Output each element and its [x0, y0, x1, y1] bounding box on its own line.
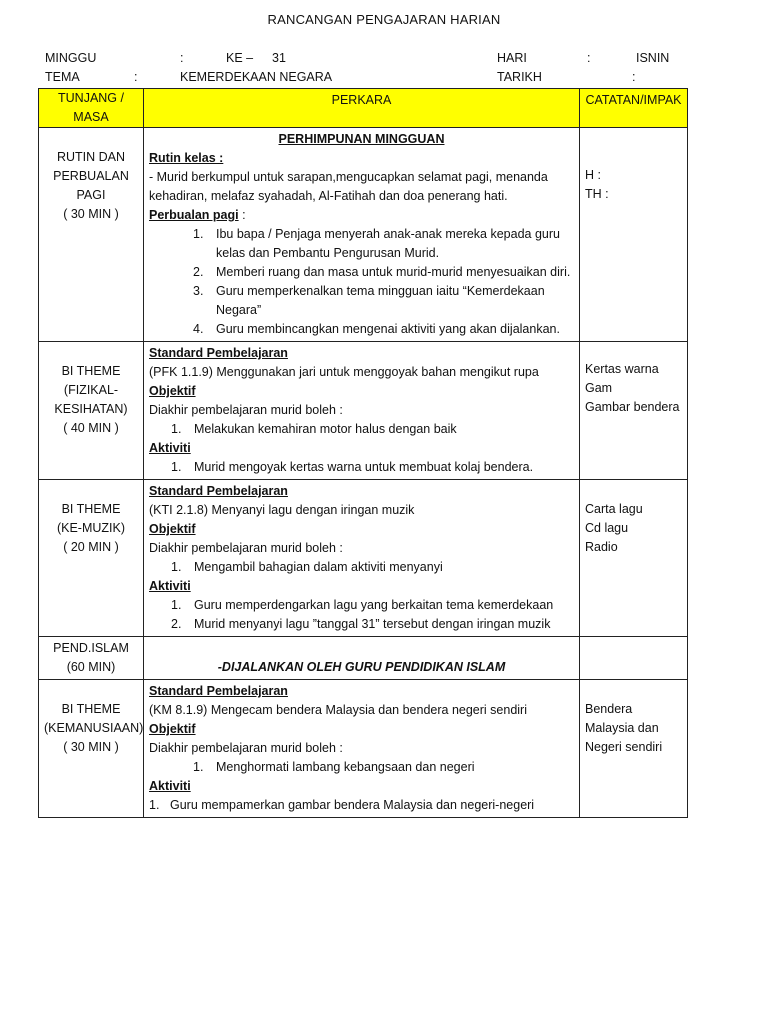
pend-islam-note: -DIJALANKAN OLEH GURU PENDIDIKAN ISLAM [217, 660, 506, 674]
objektif-list [149, 420, 574, 439]
hari-colon: : [587, 51, 591, 65]
table-row [39, 637, 688, 680]
minggu-label: MINGGU [45, 51, 97, 65]
list-item: 2. Memberi ruang dan masa untuk murid-murid menyesuaikan diri. [193, 265, 571, 279]
objektif-list [149, 558, 574, 577]
catatan-cell [580, 342, 688, 480]
table-header-row [39, 89, 688, 128]
list-item: 1. Murid mengoyak kertas warna untuk membuat kolaj bendera. [171, 460, 534, 474]
tunjang-cell [39, 637, 144, 680]
header-tunjang-line1: TUNJANG / [58, 91, 124, 105]
tema-value: KEMERDEKAAN NEGARA [180, 70, 333, 84]
tunjang-line: BI THEME [61, 502, 121, 516]
catatan-line: Radio [585, 540, 618, 554]
perbualan-line [149, 206, 574, 225]
tunjang-line: BI THEME [61, 702, 121, 716]
tunjang-cell [39, 128, 144, 342]
perkara-cell [144, 680, 580, 818]
table-row [39, 680, 688, 818]
hari-value: ISNIN [636, 51, 670, 65]
standard-text: (KTI 2.1.8) Menyanyi lagu dengan iringan muzik [149, 503, 415, 517]
catatan-line: Carta lagu [585, 502, 643, 516]
tunjang-line: ( 40 MIN ) [63, 421, 119, 435]
aktiviti-label: Aktiviti [149, 441, 191, 455]
aktiviti-label: Aktiviti [149, 779, 191, 793]
perkara-cell [144, 128, 580, 342]
perkara-cell [144, 480, 580, 637]
tunjang-line: BI THEME [61, 364, 121, 378]
tunjang-line: (60 MIN) [66, 660, 116, 674]
tunjang-line: ( 30 MIN ) [63, 740, 119, 754]
aktiviti-list [149, 596, 574, 634]
catatan-line: Cd lagu [585, 521, 629, 535]
list-item: 1. Guru mempamerkan gambar bendera Malaysia dan negeri-negeri [149, 798, 535, 812]
catatan-line: Gambar bendera [585, 400, 680, 414]
rutin-text: - Murid berkumpul untuk sarapan,mengucapkan selamat pagi, menanda kehadiran, melafaz syahadah, Al-Fatihah dan doa penerang hati. [149, 170, 548, 203]
objektif-label: Objektif [149, 722, 196, 736]
list-item: 1. Menghormati lambang kebangsaan dan negeri [193, 760, 475, 774]
tunjang-line: ( 20 MIN ) [63, 540, 119, 554]
objektif-intro: Diakhir pembelajaran murid boleh : [149, 541, 343, 555]
hari-label: HARI [497, 51, 527, 65]
catatan-line: TH : [585, 187, 609, 201]
perbualan-list [149, 225, 574, 339]
list-item: 3. Guru memperkenalkan tema mingguan iaitu “Kemerdekaan Negara” [193, 284, 545, 317]
catatan-line: Kertas warna [585, 362, 659, 376]
tunjang-cell [39, 680, 144, 818]
list-item: 1. Melakukan kemahiran motor halus dengan baik [171, 422, 457, 436]
catatan-cell [580, 128, 688, 342]
tunjang-line: PEND.ISLAM [53, 641, 129, 655]
tarikh-label: TARIKH [497, 70, 542, 84]
minggu-colon: : [180, 51, 184, 65]
table-row [39, 128, 688, 342]
standard-text: (KM 8.1.9) Mengecam bendera Malaysia dan bendera negeri sendiri [149, 703, 527, 717]
list-item: 1. Guru memperdengarkan lagu yang berkaitan tema kemerdekaan [171, 598, 554, 612]
tarikh-colon: : [632, 70, 636, 84]
tunjang-line: PAGI [76, 188, 106, 202]
perbualan-label: Perbualan pagi [149, 208, 239, 222]
header-perkara: PERKARA [144, 89, 580, 128]
tunjang-line: (KEMANUSIAAN) [44, 721, 144, 735]
aktiviti-list [149, 458, 574, 477]
catatan-cell [580, 480, 688, 637]
table-row [39, 342, 688, 480]
section-heading: PERHIMPUNAN MINGGUAN [278, 132, 445, 146]
tunjang-line: KESIHATAN) [54, 402, 128, 416]
tunjang-cell [39, 480, 144, 637]
catatan-cell [580, 680, 688, 818]
objektif-intro: Diakhir pembelajaran murid boleh : [149, 403, 343, 417]
standard-label: Standard Pembelajaran [149, 346, 288, 360]
standard-label: Standard Pembelajaran [149, 484, 288, 498]
list-item: 1. Ibu bapa / Penjaga menyerah anak-anak mereka kepada guru kelas dan Pembantu Pengurusan Murid. [193, 227, 560, 260]
standard-label: Standard Pembelajaran [149, 684, 288, 698]
aktiviti-label: Aktiviti [149, 579, 191, 593]
header-tunjang [39, 89, 144, 128]
page-title: RANCANGAN PENGAJARAN HARIAN [267, 12, 501, 27]
tunjang-line: ( 30 MIN ) [63, 207, 119, 221]
catatan-line: Bendera [585, 702, 633, 716]
objektif-intro: Diakhir pembelajaran murid boleh : [149, 741, 343, 755]
perbualan-colon: : [238, 208, 246, 222]
catatan-line: Malaysia dan [585, 721, 659, 735]
list-item: 1. Mengambil bahagian dalam aktiviti menyanyi [171, 560, 443, 574]
objektif-label: Objektif [149, 384, 196, 398]
catatan-line: Gam [585, 381, 613, 395]
aktiviti-list [149, 796, 574, 815]
tunjang-cell [39, 342, 144, 480]
perkara-cell [144, 637, 580, 680]
objektif-list [149, 758, 574, 777]
header-catatan: CATATAN/IMPAK [580, 89, 688, 128]
lesson-plan-table [38, 88, 688, 818]
table-row [39, 480, 688, 637]
header-tunjang-line2: MASA [73, 110, 109, 124]
tunjang-line: (FIZIKAL- [63, 383, 119, 397]
ke-value: 31 [272, 51, 286, 65]
tunjang-line: (KE-MUZIK) [56, 521, 126, 535]
rutin-label: Rutin kelas : [149, 151, 224, 165]
list-item: 2. Murid menyanyi lagu ”tanggal 31” tersebut dengan iringan muzik [171, 617, 551, 631]
catatan-line: Negeri sendiri [585, 740, 663, 754]
objektif-label: Objektif [149, 522, 196, 536]
ke-label: KE – [226, 51, 254, 65]
perkara-cell [144, 342, 580, 480]
list-item: 4. Guru membincangkan mengenai aktiviti yang akan dijalankan. [193, 322, 560, 336]
tema-colon: : [134, 70, 138, 84]
tunjang-line: RUTIN DAN [56, 150, 126, 164]
tunjang-line: PERBUALAN [53, 169, 129, 183]
catatan-cell [580, 637, 688, 680]
standard-text: (PFK 1.1.9) Menggunakan jari untuk menggoyak bahan mengikut rupa [149, 365, 539, 379]
tema-label: TEMA [45, 70, 80, 84]
catatan-line: H : [585, 168, 601, 182]
